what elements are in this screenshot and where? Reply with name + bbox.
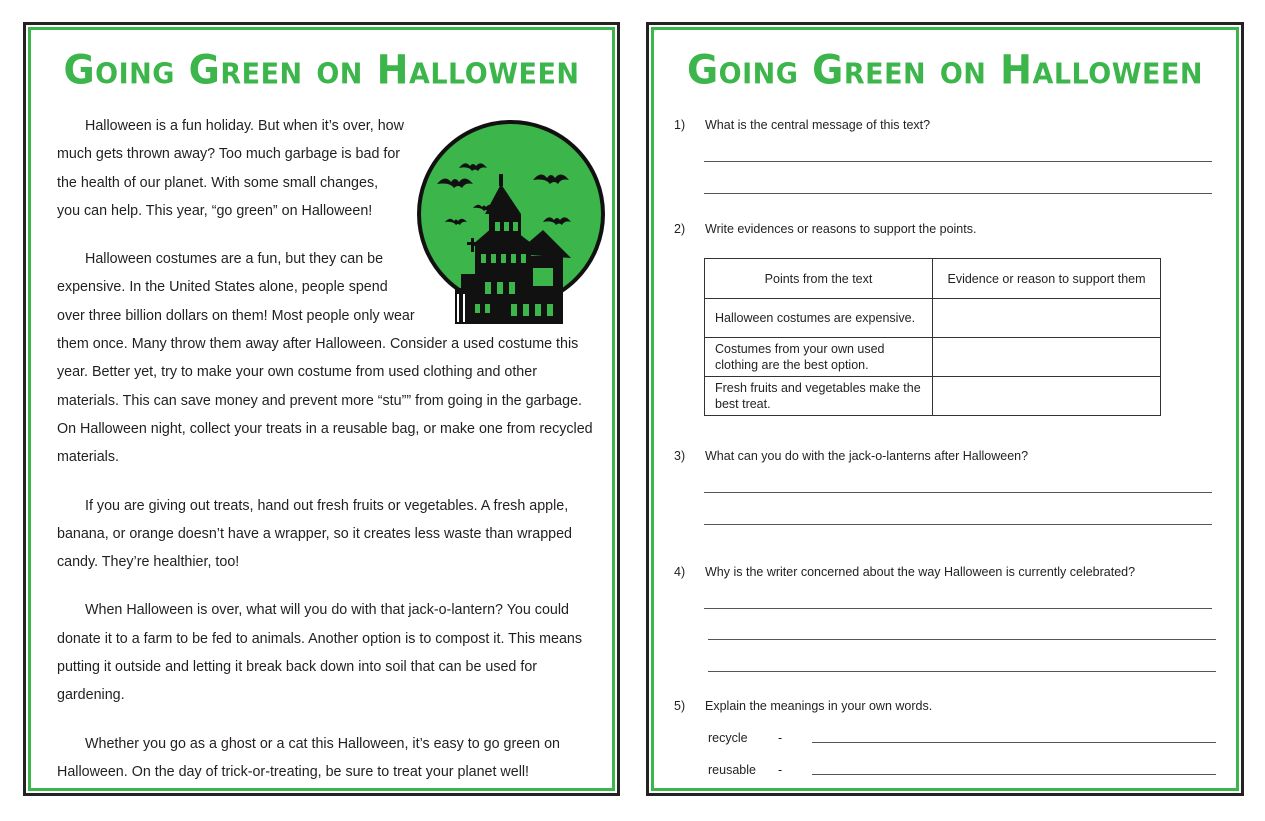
question-2 (674, 222, 976, 236)
table-header-row (705, 259, 1161, 299)
worksheet-page-border (651, 27, 1239, 791)
table-cell-evidence[interactable] (933, 299, 1161, 338)
question-number: 3) (674, 449, 686, 463)
question-text: Why is the writer concerned about the way Halloween is currently celebrated? (705, 565, 1136, 579)
answer-line[interactable] (704, 524, 1212, 525)
table-cell-point: Halloween costumes are expensive. (705, 299, 933, 338)
worksheet-page (646, 22, 1244, 796)
question-number: 5) (674, 699, 686, 713)
question-number: 2) (674, 222, 686, 236)
paragraph-2: Halloween costumes are a fun, but they can be expensive. In the United States alone, people spend over three billion dollars on them! Most people only wear them once. Many throw them away after Halloween. Consider a used costume this year. Better yet, try to make your own costume from used clothing and other materials. This can save money and prevent more “stu”” from going in the garbage. On Halloween night, collect your treats in a reusable bag, or make one from recycled materials. (57, 251, 593, 466)
table-header: Evidence or reason to support them (933, 259, 1161, 299)
answer-line[interactable] (704, 608, 1212, 609)
paragraph-4: When Halloween is over, what will you do with that jack-o-lantern? You could donate it to a farm to be fed to animals. Another option is to compost it. This means putting it outside and letting it break back down into soil that can be used for gardening. (57, 602, 583, 704)
reading-title: Going Green on Halloween (63, 46, 580, 94)
table-cell-evidence[interactable] (933, 338, 1161, 377)
answer-line[interactable] (708, 671, 1216, 672)
question-number: 1) (674, 118, 686, 132)
term-recycle: recycle (708, 731, 748, 745)
term-dash: - (778, 763, 783, 777)
table-header: Points from the text (705, 259, 933, 299)
table-row (705, 299, 1161, 338)
paragraph-1: Halloween is a fun holiday. But when it’s over, how much gets thrown away? Too much garbage is bad for the health of our planet. With some small changes, you can help. This year, “go green” on Halloween! (57, 118, 404, 219)
answer-line[interactable] (708, 639, 1216, 640)
term-reusable: reusable (708, 763, 756, 777)
haunted-house-illustration (415, 118, 607, 328)
paragraph-5: Whether you go as a ghost or a cat this Halloween, it’s easy to go green on Halloween. On the day of trick-or-treating, be sure to treat your planet well! (57, 735, 560, 780)
question-text: What can you do with the jack-o-lanterns after Halloween? (705, 449, 1029, 463)
question-text: Write evidences or reasons to support the points. (705, 222, 977, 236)
question-number: 4) (674, 565, 686, 579)
question-3 (674, 449, 1028, 463)
answer-line[interactable] (704, 492, 1212, 493)
answer-line[interactable] (704, 193, 1212, 194)
table-cell-point: Costumes from your own used clothing are the best option. (705, 338, 933, 377)
reading-page (23, 22, 620, 796)
table-cell-point: Fresh fruits and vegetables make the best treat. (705, 377, 933, 416)
worksheet-title: Going Green on Halloween (686, 46, 1203, 94)
question-text: What is the central message of this text? (705, 118, 931, 132)
definition-line[interactable] (812, 774, 1216, 775)
question-1 (674, 118, 930, 132)
table-row (705, 377, 1161, 416)
question-text: Explain the meanings in your own words. (705, 699, 933, 713)
question-4 (674, 565, 1135, 579)
table-row (705, 338, 1161, 377)
answer-line[interactable] (704, 161, 1212, 162)
table-cell-evidence[interactable] (933, 377, 1161, 416)
term-dash: - (778, 731, 783, 745)
reading-page-border (28, 27, 615, 791)
definition-line[interactable] (812, 742, 1216, 743)
paragraph-3: If you are giving out treats, hand out fresh fruits or vegetables. A fresh apple, banana, or orange doesn’t have a wrapper, so it creates less waste than wrapped candy. They’re healthier, too! (57, 497, 573, 571)
evidence-table (704, 258, 1161, 416)
question-5 (674, 699, 932, 713)
reading-text (57, 112, 597, 806)
